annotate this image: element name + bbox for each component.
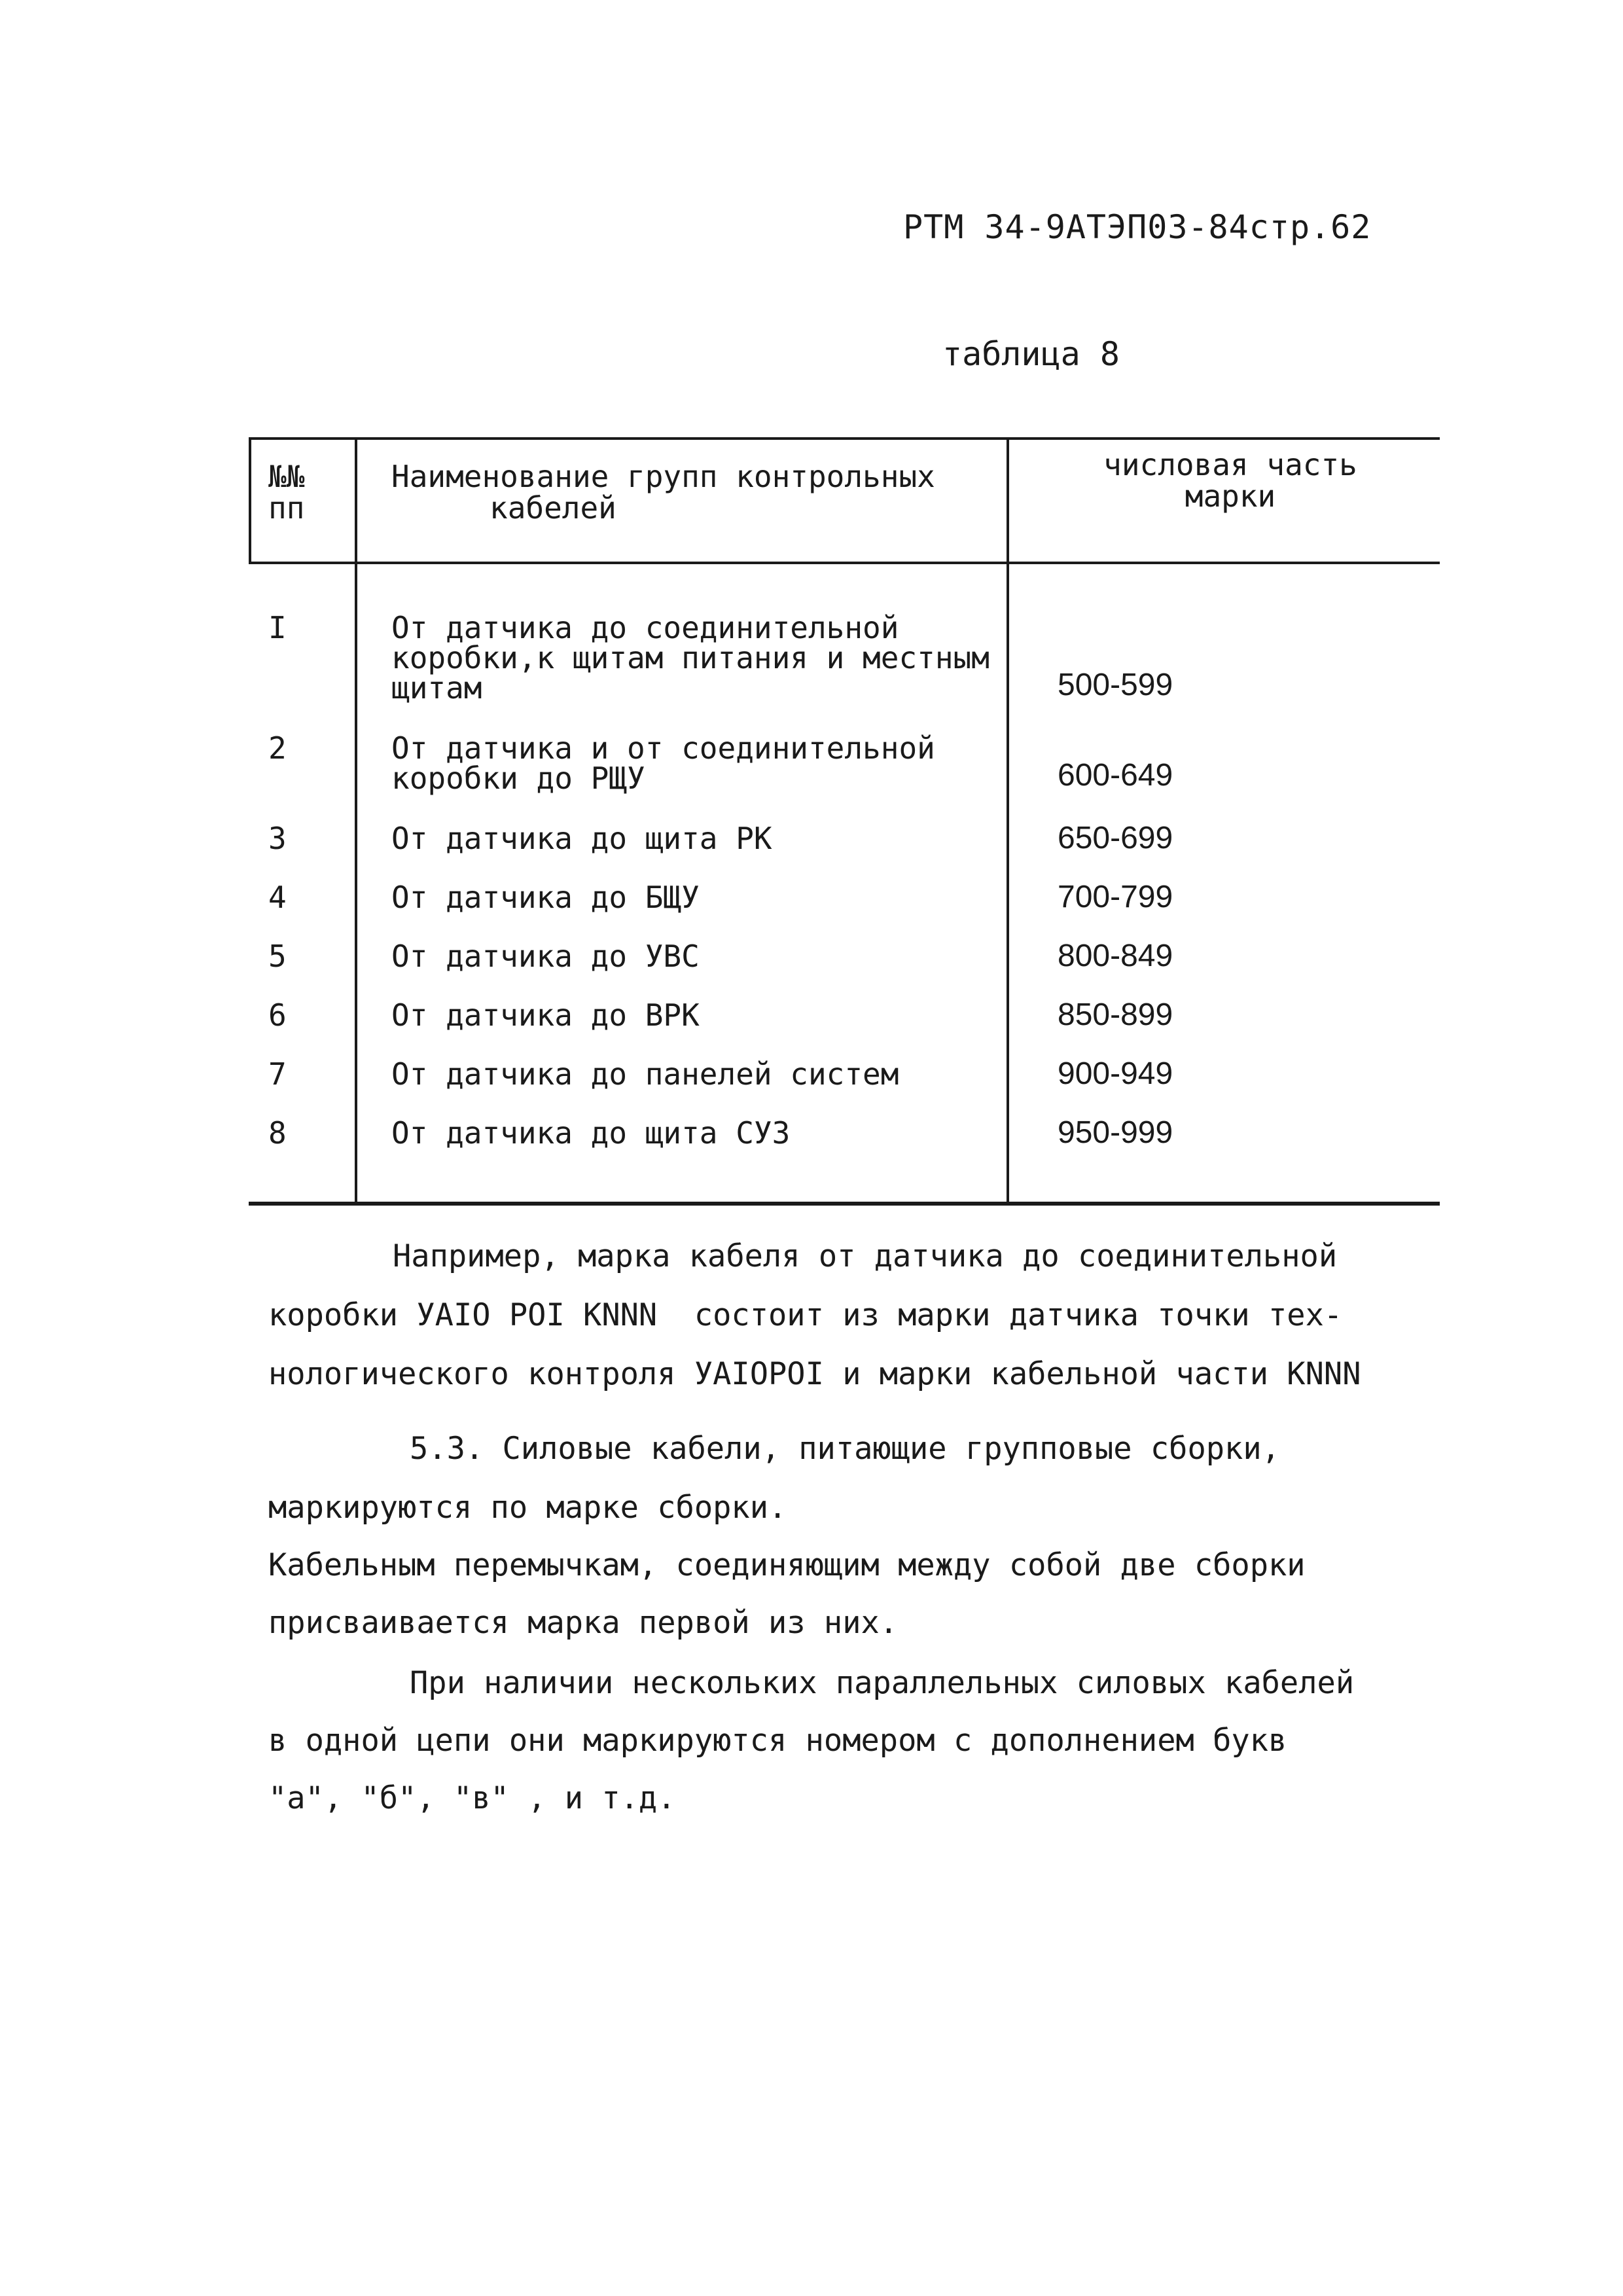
paragraph-line: При наличии нескольких параллельных силовых кабелей xyxy=(410,1665,1355,1701)
row-range: 500-599 xyxy=(1058,668,1173,702)
row-name xyxy=(391,730,993,796)
paragraph-line: коробки УАIO POI KNNN состоит из марки датчика точки тех- xyxy=(268,1297,1343,1333)
row-num: I xyxy=(268,610,287,645)
row-name: От датчика до панелей систем xyxy=(391,1056,899,1092)
row-name-line: щитам xyxy=(391,670,482,706)
section-heading-5-3: 5.3. Силовые кабели, питающие групповые сборки, xyxy=(410,1431,1280,1467)
row-name-line: коробки,к щитам питания и местным xyxy=(391,640,990,675)
cable-groups-table xyxy=(249,437,1440,1210)
table-left-rule xyxy=(249,437,251,564)
row-name: От датчика до щита СУЗ xyxy=(391,1115,791,1151)
row-num: 7 xyxy=(268,1056,287,1092)
header-range-line: числовая часть xyxy=(1103,447,1357,482)
header-name-line: Наименование групп контрольных xyxy=(391,459,935,494)
row-range: 650-699 xyxy=(1058,821,1173,855)
row-num: 4 xyxy=(268,880,287,915)
header-num: №№ пп xyxy=(268,459,305,526)
row-range: 700-799 xyxy=(1058,880,1173,914)
paragraph-line: нологического контроля УАIОРОI и марки кабельной части KNNN xyxy=(268,1356,1361,1392)
row-num: 3 xyxy=(268,821,287,856)
table-header-rule xyxy=(249,562,1440,564)
table-top-rule xyxy=(249,437,1440,440)
table-caption: таблица 8 xyxy=(942,335,1120,373)
row-range: 600-649 xyxy=(1058,758,1173,793)
table-column-rule xyxy=(1007,437,1009,1202)
row-name-line: От датчика и от соединительной xyxy=(391,730,935,766)
row-num: 5 xyxy=(268,939,287,974)
paragraph-line: "а", "б", "в" , и т.д. xyxy=(268,1780,676,1816)
header-name xyxy=(391,461,980,524)
paragraph-line: маркируются по марке сборки. xyxy=(268,1490,787,1526)
page-header-reference: РТМ 34-9АТЭП03-84стр.62 xyxy=(903,208,1372,246)
paragraph-line: в одной цепи они маркируются номером с дополнением букв xyxy=(268,1723,1287,1759)
row-range: 850-899 xyxy=(1058,997,1173,1032)
row-range: 900-949 xyxy=(1058,1056,1173,1091)
paragraph-line: Например, марка кабеля от датчика до соединительной xyxy=(393,1238,1338,1274)
row-num: 2 xyxy=(268,730,287,766)
row-name-line: коробки до РЩУ xyxy=(391,761,645,796)
row-range: 800-849 xyxy=(1058,939,1173,973)
row-name xyxy=(391,610,993,706)
row-name: От датчика до БЩУ xyxy=(391,880,700,915)
header-range-line: марки xyxy=(1185,478,1276,514)
row-name: От датчика до ВРК xyxy=(391,997,700,1033)
row-name: От датчика до УВС xyxy=(391,939,700,974)
row-name-line: От датчика до соединительной xyxy=(391,610,899,645)
paragraph-line: Кабельным перемычкам, соединяющим между собой две сборки xyxy=(268,1547,1306,1583)
row-num: 8 xyxy=(268,1115,287,1151)
table-bottom-rule xyxy=(249,1202,1440,1206)
header-name-line: кабелей xyxy=(490,490,616,526)
header-range xyxy=(1060,449,1400,512)
row-num: 6 xyxy=(268,997,287,1033)
row-range: 950-999 xyxy=(1058,1115,1173,1150)
paragraph-line: присваивается марка первой из них. xyxy=(268,1605,899,1641)
table-column-rule xyxy=(355,437,357,1202)
row-name: От датчика до щита РК xyxy=(391,821,772,856)
